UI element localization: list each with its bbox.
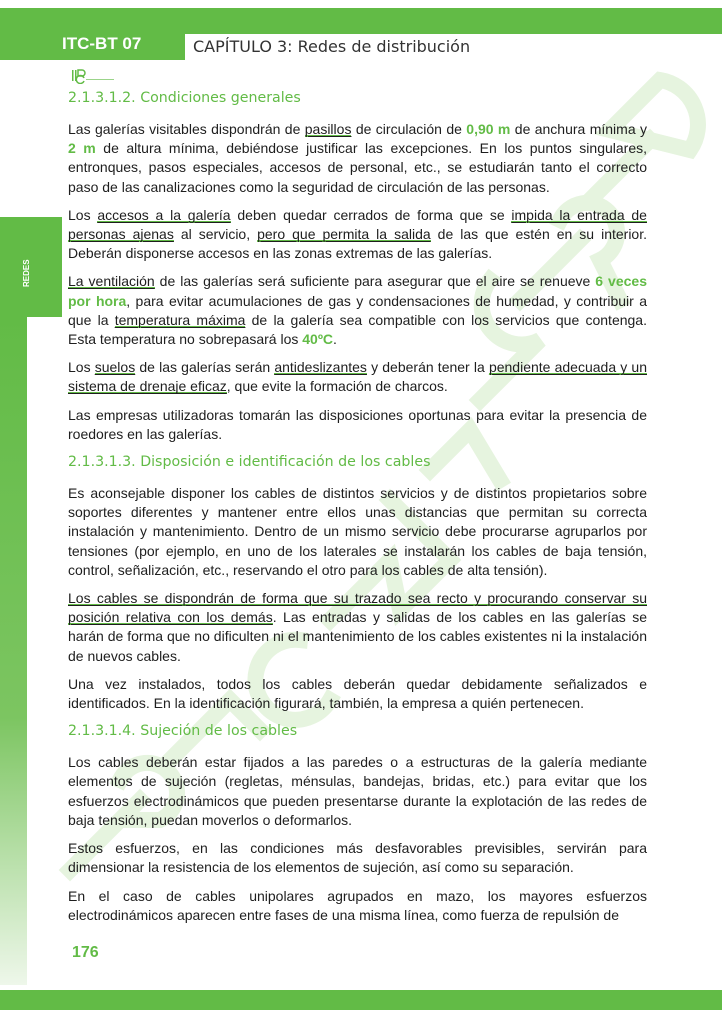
side-strip <box>0 317 27 985</box>
logo-icon <box>72 68 122 84</box>
paragraph: Los accesos a la galería deben quedar cerrados de forma que se impida la entrada de personas ajenas al servicio, pero que permita la salida de las que estén en su interior. Deberán disponerse accesos en las zonas extremas de las galerías. <box>68 206 647 262</box>
paragraph: Estos esfuerzos, en las condiciones más desfavorables previsibles, servirán para dimensionar la resistencia de los elementos de sujeción, así como su separación. <box>68 840 647 876</box>
paragraph: La ventilación de las galerías será suficiente para asegurar que el aire se renueve 6 veces por hora, para evitar acumulaciones de gas y condensaciones de humedad, y contribuir a que la temperatura máxima de la galería sea compatible con los servicios que contenga. Esta temperatura no sobrepasará los 40ºC. <box>68 273 647 348</box>
page-content <box>68 89 647 963</box>
footer-bar <box>0 990 722 1010</box>
section-heading: 2.1.3.1.3. Disposición e identificación de los cables <box>68 454 431 471</box>
section-heading: 2.1.3.1.4. Sujeción de los cables <box>68 723 298 740</box>
paragraph: Los cables deberán estar fijados a las paredes o a estructuras de la galería mediante elementos de sujeción (regletas, ménsulas, bandejas, bridas, etc.) para evitar que los esfuerzos electrodinámicos que pueden presentarse durante la explotación de las redes de baja tensión, puedan moverlos o deformarlos. <box>68 754 647 828</box>
paragraph: Los suelos de las galerías serán antideslizantes y deberán tener la pendiente adecuada y un sistema de drenaje eficaz, que evite la formación de charcos. <box>68 359 647 395</box>
paragraph: Una vez instalados, todos los cables deberán quedar debidamente señalizados e identificados. En la identificación figurará, también, la empresa a quién pertenecen. <box>68 675 647 712</box>
code-badge <box>0 8 185 60</box>
side-tab-label: REDES <box>22 259 31 287</box>
section-heading: 2.1.3.1.2. Condiciones generales <box>68 90 301 106</box>
paragraph: En el caso de cables unipolares agrupados en mazo, los mayores esfuerzos electrodinámicos aparecen entre fases de una misma línea, como fuerza de repulsión de <box>68 887 647 923</box>
paragraph: Las empresas utilizadoras tomarán las disposiciones oportunas para evitar la presencia de roedores en las galerías. <box>68 406 647 442</box>
page-number: 176 <box>72 943 99 961</box>
code-label: ITC-BT 07 <box>62 34 142 53</box>
side-tab <box>0 217 62 317</box>
paragraph: Las galerías visitables dispondrán de pasillos de circulación de 0,90 m de anchura mínima y 2 m de altura mínima, debiéndose justificar las excepciones. En los puntos singulares, entronques, pasos especiales, accesos de personal, etc., se estudiarán tanto el correcto paso de las canalizaciones como la seguridad de circulación de las personas. <box>68 121 648 195</box>
chapter-title: CAPÍTULO 3: Redes de distribución <box>193 37 471 56</box>
paragraph: Es aconsejable disponer los cables de distintos servicios y de distintos propietarios sobre soportes diferentes y mantener entre ellos unas distancias que permitan su correcta instalación y mantenimiento. Dentro de un mismo servicio debe procurarse agruparlos por tensiones (por ejemplo, en uno de los laterales se instalarán los cables de baja tensión, control, señalización, etc., reservando el otro para los cables de alta tensión). <box>68 485 647 578</box>
paragraph: Los cables se dispondrán de forma que su trazado sea recto y procurando conservar su posición relativa con los demás. Las entradas y salidas de los cables en las galerías se harán de forma que no dificulten ni el mantenimiento de los cables existentes ni la instalación de nuevos cables. <box>68 590 647 664</box>
